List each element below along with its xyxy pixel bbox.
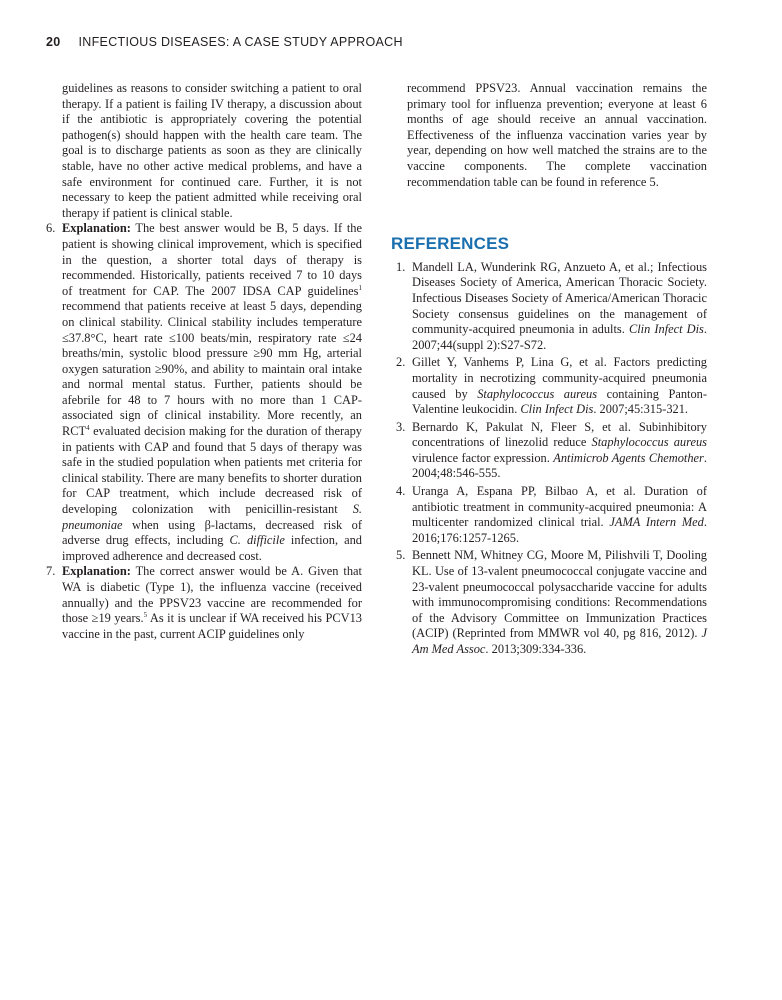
right-column: [391, 81, 707, 660]
reference-number: 5.: [396, 548, 406, 563]
reference-text: . 2013;309:334-336.: [485, 642, 587, 656]
reference-journal: Antimicrob Agents Chemother: [553, 450, 704, 465]
answer-item-7: [46, 564, 362, 642]
reference-text: Bernardo K, Pakulat N, Fleer S, et al. Subinhibitory concentrations of linezolid reduce: [412, 419, 707, 450]
reference-item: [391, 484, 707, 546]
references-heading: REFERENCES: [391, 234, 510, 254]
reference-text: Mandell LA, Wunderink RG, Anzueto A, et al.; Infectious Diseases Society of America, American Thoracic Society. Infectious Diseases Society of America/American Thoracic Society consensus guidelines on the management of community-acquired pneumonia in adults.: [412, 259, 707, 337]
reference-item: [391, 548, 707, 657]
reference-item: [391, 260, 707, 354]
citation-superscript: 5: [143, 611, 148, 620]
intro-paragraph: guidelines as reasons to consider switching a patient to oral therapy. If a patient is failing IV therapy, a discussion about if the antibiotic is appropriately covering the potential pathogen(s) should happen with the health care team. The goal is to discharge patients as soon as they are clinically stable, have no other active medical problems, and have a safe environment for continued care. Further, it is not necessary to keep the patient admitted while receiving oral therapy if patient is clinical stable.: [62, 81, 362, 220]
explanation-label: Explanation:: [62, 221, 131, 236]
item-number: 7.: [46, 564, 56, 579]
item-text: recommend that patients receive at least 5 days, depending on clinical stability. Clinical stability includes temperature ≤37.8°C, heart rate ≤100 beats/min, respiratory rate ≤24 breaths/min, systolic blood pressure ≥90 mm Hg, arterial oxygen saturation ≥90%, and ability to maintain oral intake and normal mental status. Further, patients should be afebrile for 48 to 7 hours with no more than 1 CAP-associated sign of clinical instability. More recently, an RCT: [62, 299, 362, 439]
italic-organism: S. pneumoniae: [62, 502, 362, 532]
citation-superscript: 1: [358, 283, 362, 292]
page-number: 20: [46, 35, 61, 49]
reference-organism: Staphylococcus aureus: [477, 386, 598, 401]
running-header: [46, 35, 403, 49]
reference-number: 2.: [396, 355, 406, 370]
item-text: evaluated decision making for the duration of therapy in patients with CAP and found that 5 days of therapy was safe in the studied population when patients met criteria for clinical stability. There are many benefits to shorter duration for CAP treatment, which include decreased risk of developing colonization with penicillin-resistant: [62, 424, 362, 517]
explanation-label: Explanation:: [62, 564, 131, 579]
reference-text: Bennett NM, Whitney CG, Moore M, Pilishvili T, Dooling KL. Use of 13-valent pneumococcal conjugate vaccine and 23-valent pneumococcal polysaccharide vaccine for adults with immunocompromising conditions: Recommendations of the Advisory Committee on Immunization Practices (ACIP) (Reprinted from MMWR vol 40, pg 816, 2012).: [412, 548, 707, 641]
reference-text: . 2016;176:1257-1265.: [412, 515, 707, 545]
reference-organism: Staphylococcus aureus: [591, 435, 707, 450]
item-text: The best answer would be B, 5 days. If the patient is showing clinical improvement, which is specified in the question, a shorter total days of therapy is recommended. Historically, patients received 7 to 10 days of treatment for CAP. The 2007 IDSA CAP guidelines: [62, 221, 362, 298]
reference-item: [391, 420, 707, 482]
reference-text: containing Panton-Valentine leukocidin.: [412, 386, 707, 417]
left-column: [46, 81, 362, 642]
reference-journal: Clin Infect Dis: [628, 322, 704, 337]
references-list: [391, 260, 707, 658]
answer-item-6: [46, 221, 362, 564]
reference-text: . 2007;45:315-321.: [593, 402, 689, 417]
continuation-paragraph: recommend PPSV23. Annual vaccination remains the primary tool for influenza prevention; everyone at least 6 months of age should receive an annual vaccination. Effectiveness of the influenza vaccination varies year by year, depending on how well matched the strains are to the vaccine components. The complete vaccination recommendation table can be found in reference 5.: [407, 81, 707, 189]
citation-superscript: 4: [86, 423, 90, 432]
reference-journal: J Am Med Assoc: [412, 626, 707, 656]
item-text: As it is unclear if WA received his PCV13 vaccine in the past, current ACIP guidelines only: [62, 611, 362, 641]
reference-number: 4.: [396, 484, 406, 499]
reference-text: Uranga A, Espana PP, Bilbao A, et al. Duration of antibiotic treatment in community-acquired pneumonia: A multicenter randomized clinical trial.: [412, 484, 707, 530]
item-text: The correct answer would be A. Given that WA is diabetic (Type 1), the influenza vaccine (received annually) and the PPSV23 vaccine are recommended for those ≥19 years.: [62, 564, 362, 626]
reference-text: Gillet Y, Vanhems P, Lina G, et al. Factors predicting mortality in necrotizing community-acquired pneumonia caused by: [412, 355, 707, 401]
reference-text: . 2007;44(suppl 2):S27-S72.: [412, 322, 707, 352]
reference-number: 3.: [396, 419, 406, 434]
item-text: when using β-lactams, decreased risk of adverse drug effects, including: [62, 517, 362, 548]
reference-journal: JAMA Intern Med: [609, 515, 704, 530]
item-text: infection, and improved adherence and decreased cost.: [62, 533, 362, 563]
reference-text: virulence factor expression.: [412, 450, 554, 465]
reference-number: 1.: [396, 259, 406, 274]
reference-item: [391, 355, 707, 417]
italic-organism: C. difficile: [229, 533, 285, 548]
reference-text: . 2004;48:546-555.: [412, 450, 707, 481]
item-number: 6.: [46, 221, 56, 236]
running-title: INFECTIOUS DISEASES: A CASE STUDY APPROACH: [78, 35, 403, 49]
reference-journal: Clin Infect Dis: [520, 402, 594, 417]
